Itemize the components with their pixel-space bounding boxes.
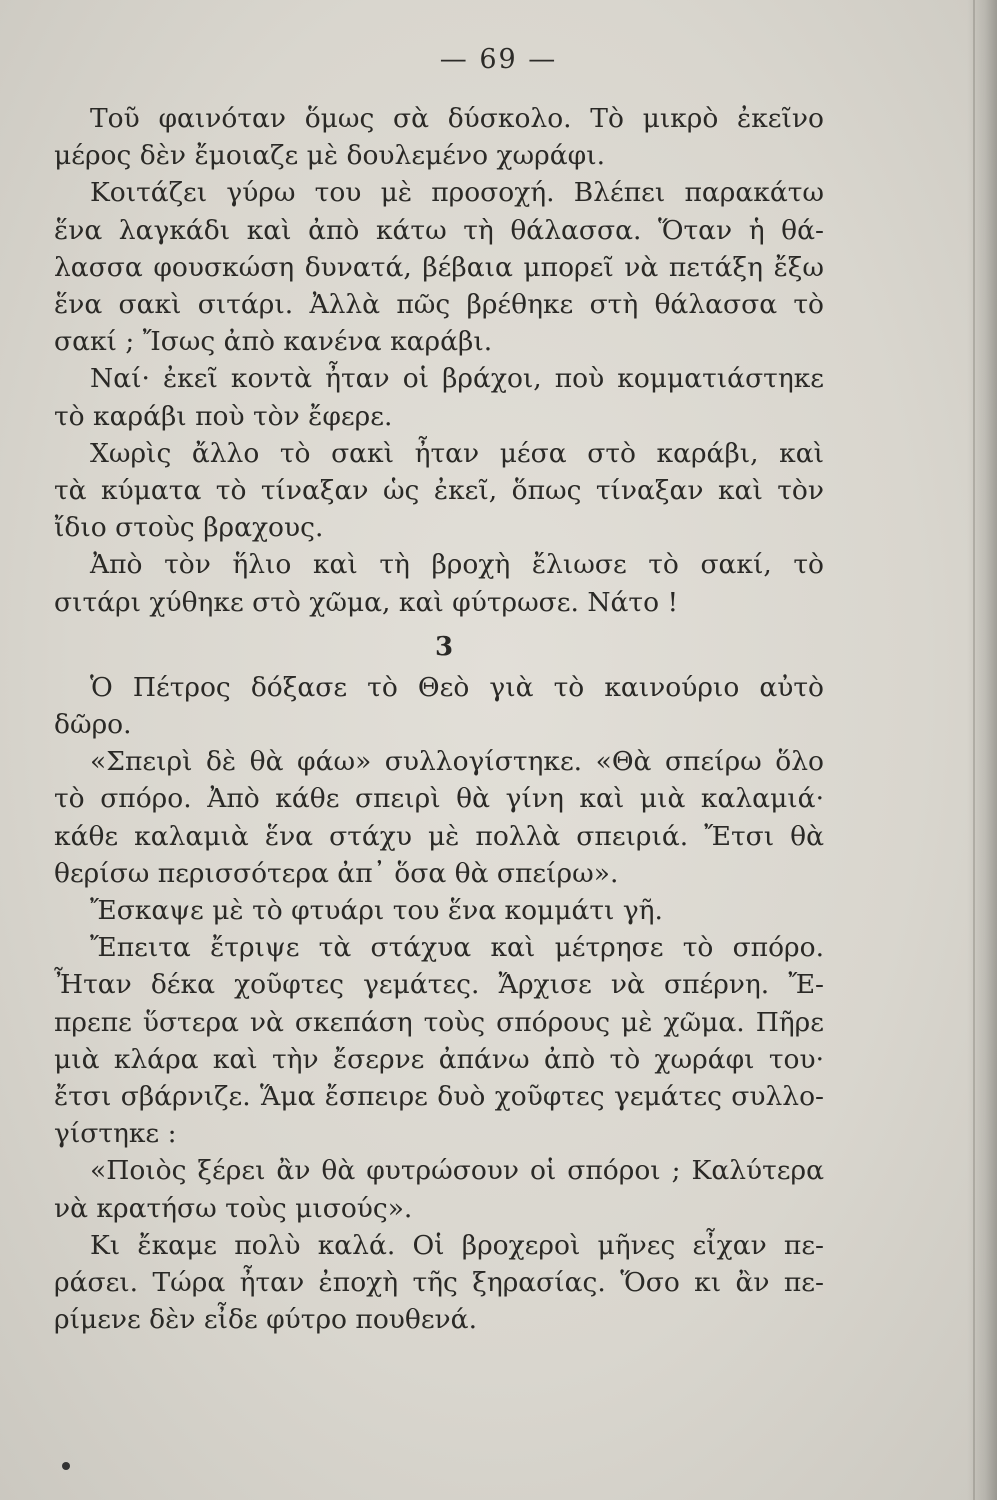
text-part-2 (54, 669, 824, 1339)
section-marker: 3 (434, 631, 454, 662)
text-line: σακί ; Ἴσως ἀπὸ κανένα καράβι. (54, 326, 493, 358)
text-line: ἔτσι σβάρνιζε. Ἅμα ἔσπειρε δυὸ χοῦφτες γεμάτες συλλο- (54, 1081, 824, 1113)
text-line: πρεπε ὕστερα νὰ σκεπάση τοὺς σπόρους μὲ χῶμα. Πῆρε (54, 1006, 824, 1038)
text-line: «Σπειρὶ δὲ θὰ φάω» συλλογίστηκε. «Θὰ σπείρω ὅλο (90, 746, 824, 778)
text-line: Ἔσκαψε μὲ τὸ φτυάρι του ἕνα κομμάτι γῆ. (90, 895, 663, 927)
text-line: τὸ σπόρο. Ἀπὸ κάθε σπειρὶ θὰ γίνη καὶ μιὰ καλαμιά· (54, 783, 824, 815)
text-line: τὸ καράβι ποὺ τὸν ἔφερε. (54, 400, 393, 432)
text-line: θερίσω περισσότερα ἀπ᾽ ὅσα θὰ σπείρω». (54, 857, 619, 889)
text-line: τὰ κύματα τὸ τίναξαν ὡς ἐκεῖ, ὅπως τίναξαν καὶ τὸν (54, 475, 824, 507)
text-line: Ἦταν δέκα χοῦφτες γεμάτες. Ἄρχισε νὰ σπέρνη. Ἔ- (54, 969, 824, 1001)
body-text (54, 100, 824, 1339)
page-edge-line (973, 0, 975, 1500)
text-line: Τοῦ φαινόταν ὅμως σὰ δύσκολο. Τὸ μικρὸ ἐκεῖνο (90, 103, 824, 134)
text-line: κάθε καλαμιὰ ἕνα στάχυ μὲ πολλὰ σπειριά. Ἔτσι θὰ (54, 820, 824, 852)
text-line: «Ποιὸς ξέρει ἂν θὰ φυτρώσουν οἱ σπόροι ; Καλύτερα (90, 1155, 824, 1187)
text-line: ἕνα σακὶ σιτάρι. Ἀλλὰ πῶς βρέθηκε στὴ θάλασσα τὸ (54, 289, 824, 321)
text-line: Ἔπειτα ἔτριψε τὰ στάχυα καὶ μέτρησε τὸ σπόρο. (90, 932, 824, 964)
text-line: Χωρὶς ἄλλο τὸ σακὶ ἦταν μέσα στὸ καράβι, καὶ (90, 437, 824, 469)
text-line: μιὰ κλάρα καὶ τὴν ἔσερνε ἀπάνω ἀπὸ τὸ χωράφι του· (54, 1043, 824, 1075)
text-line: Ναί· ἐκεῖ κοντὰ ἦταν οἱ βράχοι, ποὺ κομματιάστηκε (90, 363, 824, 395)
page-number: — 69 — (439, 44, 558, 75)
text-line: ἕνα λαγκάδι καὶ ἀπὸ κάτω τὴ θάλασσα. Ὅταν ἡ θά- (54, 214, 824, 246)
text-line: Ὁ Πέτρος δόξασε τὸ Θεὸ γιὰ τὸ καινούριο αὐτὸ (90, 671, 824, 703)
text-line: Κοιτάζει γύρω του μὲ προσοχή. Βλέπει παρακάτω (90, 177, 824, 209)
text-line: γίστηκε : (54, 1118, 177, 1150)
text-line: δῶρο. (54, 709, 132, 741)
text-part-1 (54, 100, 824, 621)
text-line: ρίμενε δὲν εἶδε φύτρο πουθενά. (54, 1304, 477, 1336)
text-line: ράσει. Τώρα ἦταν ἐποχὴ τῆς ξηρασίας. Ὅσο κι ἂν πε- (54, 1267, 824, 1299)
text-line: Ἀπὸ τὸν ἥλιο καὶ τὴ βροχὴ ἔλιωσε τὸ σακί, τὸ (90, 549, 824, 581)
text-line: νὰ κρατήσω τοὺς μισούς». (54, 1192, 413, 1224)
text-line: σιτάρι χύθηκε στὸ χῶμα, καὶ φύτρωσε. Νάτο ! (54, 586, 679, 618)
text-line: μέρος δὲν ἔμοιαζε μὲ δουλεμένο χωράφι. (54, 140, 606, 172)
page-edge-shadow (967, 0, 997, 1500)
ink-dot (62, 1462, 70, 1470)
text-line: ἴδιο στοὺς βραχους. (54, 512, 324, 544)
text-line: Κι ἔκαμε πολὺ καλά. Οἱ βροχεροὶ μῆνες εἶχαν πε- (90, 1229, 824, 1261)
text-line: λασσα φουσκώση δυνατά, βέβαια μπορεῖ νὰ πετάξη ἔξω (54, 251, 824, 283)
